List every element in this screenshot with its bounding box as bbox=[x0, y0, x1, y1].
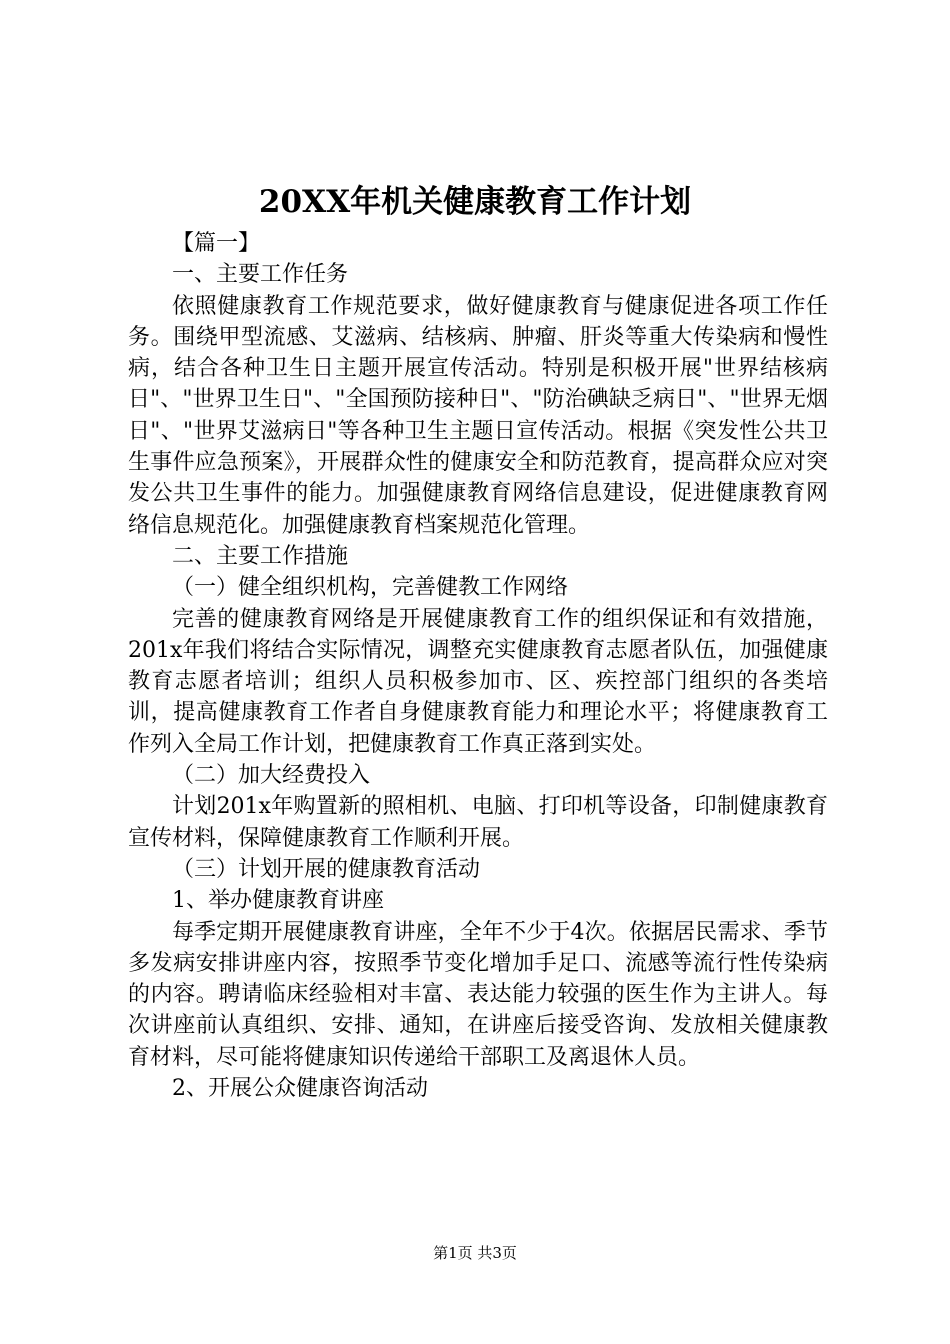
subsection-heading: （二）加大经费投入 bbox=[172, 763, 371, 789]
body-paragraph: 计划201x年购置新的照相机、电脑、打印机等设备，印制健康教育宣传材料，保障健康教育工作顺利开展。 bbox=[128, 794, 828, 851]
item-heading: 2、开展公众健康咨询活动 bbox=[172, 1076, 428, 1102]
body-paragraph: 每季定期开展健康教育讲座，全年不少于4次。依据居民需求、季节多发病安排讲座内容，按照季节变化增加手足口、流感等流行性传染病的内容。聘请临床经验相对丰富、表达能力较强的医生作为主讲人。每次讲座前认真组织、安排、通知，在讲座后接受咨询、发放相关健康教育材料，尽可能将健康知识传递给干部职工及离退休人员。 bbox=[128, 919, 828, 1070]
page-footer: 第1页 共3页 bbox=[433, 1244, 517, 1262]
section-heading: 一、主要工作任务 bbox=[172, 262, 349, 288]
item-heading: 1、举办健康教育讲座 bbox=[172, 888, 384, 914]
section-heading: 二、主要工作措施 bbox=[172, 543, 349, 569]
section-marker: 【篇一】 bbox=[172, 231, 261, 256]
body-paragraph: 依照健康教育工作规范要求，做好健康教育与健康促进各项工作任务。围绕甲型流感、艾滋病、结核病、肿瘤、肝炎等重大传染病和慢性病，结合各种卫生日主题开展宣传活动。特别是积极开展"世界结核病日"、"世界卫生日"、"全国预防接种日"、"防治碘缺乏病日"、"世界无烟日"、"世界艾滋病日"等各种卫生主题日宣传活动。根据《突发性公共卫生事件应急预案》，开展群众性的健康安全和防范教育，提高群众应对突发公共卫生事件的能力。加强健康教育网络信息建设，促进健康教育网络信息规范化。加强健康教育档案规范化管理。 bbox=[128, 293, 828, 538]
document-title: 20XX年机关健康教育工作计划 bbox=[258, 184, 692, 220]
subsection-heading: （三）计划开展的健康教育活动 bbox=[172, 856, 481, 882]
body-paragraph: 完善的健康教育网络是开展健康教育工作的组织保证和有效措施，201x年我们将结合实际情况，调整充实健康教育志愿者队伍，加强健康教育志愿者培训；组织人员积极参加市、区、疾控部门组织的各类培训，提高健康教育工作者自身健康教育能力和理论水平；将健康教育工作列入全局工作计划，把健康教育工作真正落到实处。 bbox=[128, 606, 828, 757]
subsection-heading: （一）健全组织机构，完善健教工作网络 bbox=[172, 575, 569, 601]
document-body bbox=[128, 228, 828, 1104]
